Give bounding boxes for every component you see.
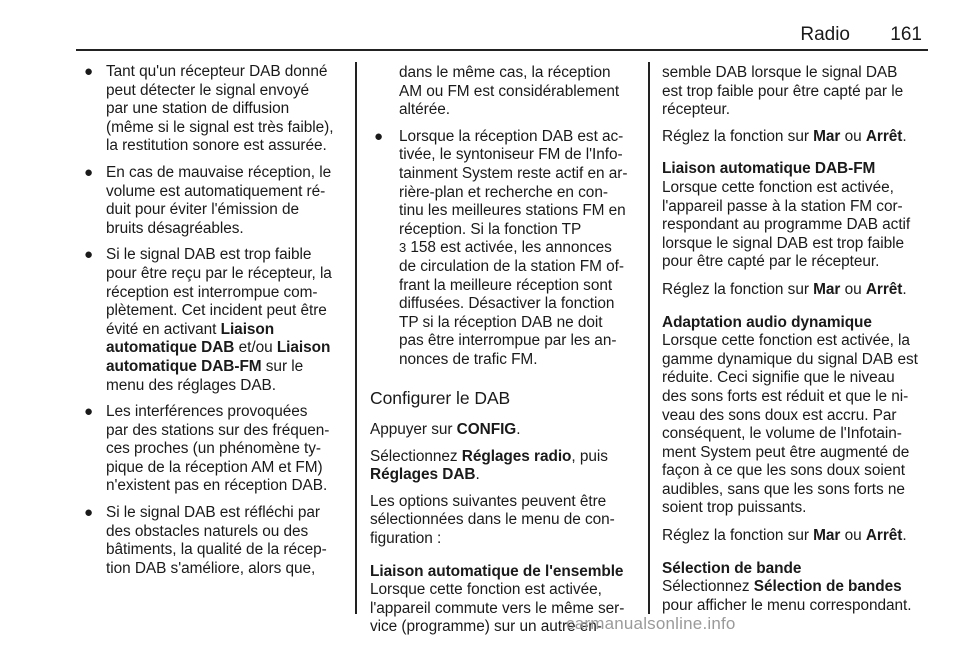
text-line: réduite. Ceci signifie que le niveau bbox=[662, 369, 895, 387]
setting-name: Liaison bbox=[276, 339, 331, 357]
header-rule bbox=[76, 49, 928, 51]
text-line: duit pour éviter l'émission de bbox=[106, 201, 300, 219]
option-block bbox=[662, 160, 928, 272]
setting-value: Mar bbox=[813, 127, 841, 145]
option-block bbox=[662, 560, 928, 616]
text-line: semble DAB lorsque le signal DAB bbox=[662, 64, 898, 81]
paragraph bbox=[370, 493, 634, 549]
text-line: Si le signal DAB est trop faible bbox=[106, 246, 312, 264]
column-1 bbox=[82, 63, 346, 586]
text-line: tion DAB s'améliore, alors que, bbox=[106, 559, 316, 577]
text-line: menu des réglages DAB. bbox=[106, 376, 277, 394]
text-run: ou bbox=[840, 527, 866, 545]
watermark: carmanualsonline.info bbox=[566, 614, 736, 633]
list-item bbox=[82, 63, 346, 156]
text-line: réception. Si la fonction TP bbox=[399, 220, 582, 238]
text-line: pour être capté par le récepteur. bbox=[662, 253, 880, 271]
text-line: bruits désagréables. bbox=[106, 219, 244, 237]
text-line: des obstacles naturels ou des bbox=[106, 522, 309, 540]
text-run: Réglez la fonction sur bbox=[662, 127, 814, 145]
text-line: est trop faible pour être capté par le bbox=[662, 82, 904, 100]
column-3 bbox=[662, 64, 928, 624]
text-line: Tant qu'un récepteur DAB donné bbox=[106, 63, 328, 80]
text-line: Les interférences provoquées bbox=[106, 403, 308, 421]
text-line: En cas de mauvaise réception, le bbox=[106, 163, 332, 181]
setting-value: Mar bbox=[813, 280, 841, 298]
text-line: (même si le signal est très faible), bbox=[106, 118, 334, 136]
text-line: Lorsque cette fonction est activée, bbox=[370, 581, 602, 599]
text-line: tivée, le syntoniseur FM de l'Info- bbox=[399, 146, 623, 164]
text-line: altérée. bbox=[399, 101, 450, 119]
text-line: de circulation de la station FM of- bbox=[399, 257, 624, 275]
text-run: Sélectionnez bbox=[370, 447, 462, 465]
option-heading: Liaison automatique de l'ensemble bbox=[370, 562, 624, 580]
text-line bbox=[106, 321, 346, 340]
text-line: AM ou FM est considérablement bbox=[399, 82, 620, 100]
text-line: TP si la réception DAB ne doit bbox=[399, 313, 603, 331]
text-line: l'appareil passe à la station FM cor- bbox=[662, 197, 903, 215]
option-heading: Adaptation audio dynamique bbox=[662, 313, 872, 331]
text-line: par des stations sur des fréquen- bbox=[106, 421, 330, 439]
text-run: ou bbox=[840, 280, 866, 298]
list-item bbox=[82, 164, 346, 238]
menu-name: Réglages DAB bbox=[370, 466, 476, 484]
text-line: dans le même cas, la réception bbox=[399, 64, 611, 81]
option-block bbox=[662, 314, 928, 519]
setting-value: Arrêt bbox=[865, 280, 903, 298]
text-line: ces proches (un phénomène ty- bbox=[106, 440, 321, 458]
text-run: . bbox=[902, 127, 907, 145]
setting-value: Arrêt bbox=[865, 527, 903, 545]
list-item bbox=[82, 246, 346, 395]
list-item bbox=[370, 128, 634, 370]
text-line: Lorsque cette fonction est activée, bbox=[662, 178, 894, 196]
text-line: plètement. Cet incident peut être bbox=[106, 302, 327, 320]
text-line: récepteur. bbox=[662, 101, 730, 119]
paragraph bbox=[662, 527, 928, 546]
bullet-icon: ● bbox=[84, 163, 94, 181]
list-item-continuation bbox=[370, 64, 634, 120]
text-line: Les options suivantes peuvent être bbox=[370, 492, 607, 510]
text-line: pas être interrompue par les an- bbox=[399, 332, 617, 350]
text-run: . bbox=[902, 527, 907, 545]
text-line: diffusées. Désactiver la fonction bbox=[399, 295, 615, 313]
text-line bbox=[370, 466, 634, 485]
setting-value: Mar bbox=[813, 527, 841, 545]
text-line bbox=[106, 358, 346, 377]
text-line: respondant au programme DAB actif bbox=[662, 216, 911, 234]
text-line: vice (programme) sur un autre en- bbox=[370, 618, 602, 636]
text-line: nonces de trafic FM. bbox=[399, 350, 538, 368]
text-line: par une station de diffusion bbox=[106, 100, 290, 118]
text-line: sélectionnées dans le menu de con- bbox=[370, 511, 615, 529]
column-divider-1 bbox=[355, 62, 357, 614]
text-run: . bbox=[516, 421, 521, 439]
text-run: Sélectionnez bbox=[662, 578, 754, 596]
text-line bbox=[662, 578, 928, 597]
setting-value: Arrêt bbox=[865, 127, 903, 145]
text-run: Réglez la fonction sur bbox=[662, 280, 814, 298]
button-name: CONFIG bbox=[456, 421, 517, 439]
text-line: audibles, sans que les sons forts ne bbox=[662, 480, 905, 498]
menu-name: Sélection de bandes bbox=[753, 578, 902, 596]
text-line: frant la meilleure réception sont bbox=[399, 276, 613, 294]
text-line: gamme dynamique du signal DAB est bbox=[662, 350, 918, 368]
text-line: pique de la réception AM et FM) bbox=[106, 458, 323, 476]
paragraph bbox=[662, 64, 928, 120]
setting-name: automatique DAB bbox=[106, 339, 235, 357]
column-2 bbox=[370, 64, 634, 646]
text-line bbox=[106, 339, 346, 358]
text-line bbox=[399, 239, 634, 258]
text-line: façon à ce que les sons doux soient bbox=[662, 462, 905, 480]
text-line bbox=[370, 448, 634, 467]
text-run: . bbox=[902, 280, 907, 298]
text-line: tinu les meilleures stations FM en bbox=[399, 202, 626, 220]
page-number: 161 bbox=[890, 24, 922, 45]
text-line: l'appareil commute vers le même ser- bbox=[370, 599, 625, 617]
text-line: la restitution sonore est assurée. bbox=[106, 137, 327, 155]
text-line: des sons forts est réduit et que le ni- bbox=[662, 387, 909, 405]
text-line: ment System peut être augmenté de bbox=[662, 443, 910, 461]
column-divider-2 bbox=[648, 62, 650, 614]
text-line: pour afficher le menu correspondant. bbox=[662, 596, 912, 614]
section-heading: Configurer le DAB bbox=[370, 387, 511, 408]
text-line: soient trop puissants. bbox=[662, 499, 807, 517]
bullet-icon: ● bbox=[84, 246, 94, 264]
text-line: Si le signal DAB est réfléchi par bbox=[106, 504, 320, 522]
text-line: figuration : bbox=[370, 530, 442, 548]
text-line: Lorsque cette fonction est activée, la bbox=[662, 332, 910, 350]
text-line: volume est automatiquement ré- bbox=[106, 182, 326, 200]
list-item bbox=[82, 504, 346, 578]
text-line: lorsque le signal DAB est trop faible bbox=[662, 234, 904, 252]
text-line: n'existent pas en réception DAB. bbox=[106, 477, 328, 495]
text-line: bâtiments, la qualité de la récep- bbox=[106, 541, 327, 559]
text-line: rière-plan et recherche en con- bbox=[399, 183, 608, 201]
option-heading: Sélection de bande bbox=[662, 559, 802, 577]
text-run: , puis bbox=[571, 447, 608, 465]
paragraph bbox=[662, 128, 928, 147]
text-run: évité en activant bbox=[106, 320, 221, 338]
setting-name: automatique DAB-FM bbox=[106, 357, 262, 375]
text-line: peut détecter le signal envoyé bbox=[106, 81, 309, 99]
page-reference-icon: 3 bbox=[399, 240, 407, 256]
text-line: veau des sons doux est accru. Par bbox=[662, 406, 897, 424]
text-run: et/ou bbox=[234, 339, 277, 357]
bullet-icon: ● bbox=[374, 127, 384, 145]
paragraph bbox=[662, 281, 928, 300]
text-run: Appuyer sur bbox=[370, 421, 457, 439]
text-run: sur le bbox=[261, 357, 304, 375]
text-line: réception est interrompue com- bbox=[106, 283, 318, 301]
list-item bbox=[82, 403, 346, 496]
option-heading: Liaison automatique DAB-FM bbox=[662, 160, 876, 178]
paragraph bbox=[370, 448, 634, 485]
text-run: . bbox=[475, 466, 480, 484]
text-line: conséquent, le volume de l'Infotain- bbox=[662, 425, 902, 443]
text-run: Réglez la fonction sur bbox=[662, 527, 814, 545]
setting-name: Liaison bbox=[220, 320, 275, 338]
bullet-icon: ● bbox=[84, 403, 94, 421]
page-header bbox=[0, 0, 960, 48]
paragraph bbox=[370, 421, 634, 440]
menu-name: Réglages radio bbox=[461, 447, 572, 465]
section-title: Radio bbox=[800, 24, 850, 45]
text-line: pour être reçu par le récepteur, la bbox=[106, 264, 332, 282]
bullet-icon: ● bbox=[84, 63, 94, 80]
text-run: 158 est activée, les annonces bbox=[406, 239, 612, 257]
bullet-icon: ● bbox=[84, 504, 94, 522]
text-line: tainment System reste actif en ar- bbox=[399, 164, 628, 182]
text-line: Lorsque la réception DAB est ac- bbox=[399, 127, 624, 145]
text-run: ou bbox=[840, 127, 866, 145]
